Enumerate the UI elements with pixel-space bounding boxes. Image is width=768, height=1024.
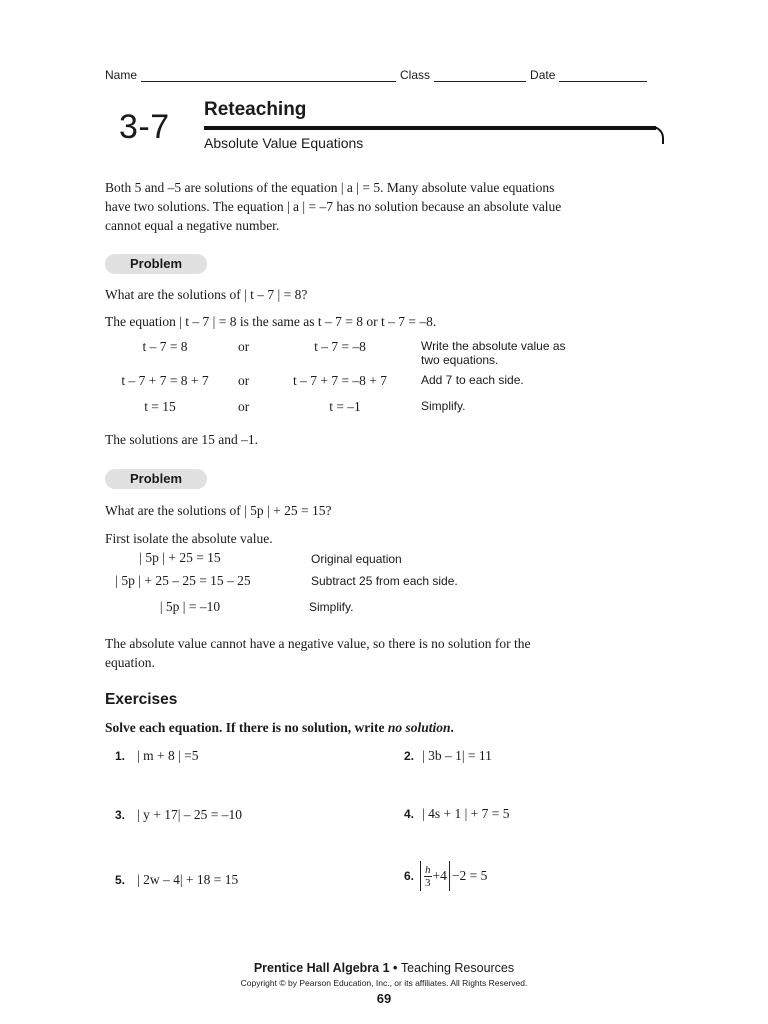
footer-book-title: Prentice Hall Algebra 1 xyxy=(253,961,390,975)
exercise-1-equation: | m + 8 | =5 xyxy=(137,748,199,763)
footer-resource: Teaching Resources xyxy=(400,961,515,975)
p2-step-2-note: Subtract 25 from each side. xyxy=(311,574,458,588)
exercise-6-inside: +4 xyxy=(432,868,447,883)
p1-step-2-right: t – 7 + 7 = –8 + 7 xyxy=(292,373,388,388)
p1-step-2-left: t – 7 + 7 = 8 + 7 xyxy=(121,373,209,388)
footer-copyright: Copyright © by Pearson Education, Inc., or its affiliates. All Rights Reserved. xyxy=(240,978,528,988)
exercise-4 xyxy=(404,805,510,823)
student-info-line xyxy=(105,68,661,82)
problem-1-restatement: The equation | t – 7 | = 8 is the same as t – 7 = 8 or t – 7 = –8. xyxy=(105,314,437,329)
instruction-italic: no solution xyxy=(387,720,451,735)
p1-step-1-or: or xyxy=(238,339,250,354)
instruction-text: Solve each equation. If there is no solution, write xyxy=(105,720,388,735)
intro-paragraph: Both 5 and –5 are solutions of the equation | a | = 5. Many absolute value equations have two solutions. The equation | a | = –7 has no solution because an absolute value cannot equal a negative number. xyxy=(105,180,562,233)
footer-bullet: • xyxy=(389,961,401,975)
exercise-4-equation: | 4s + 1 | + 7 = 5 xyxy=(422,806,510,821)
class-label: Class xyxy=(400,68,431,82)
exercise-5 xyxy=(115,871,238,889)
p1-step-3-left: t = 15 xyxy=(144,399,176,414)
problem-1-conclusion: The solutions are 15 and –1. xyxy=(105,432,258,447)
exercise-2-number: 2. xyxy=(404,749,415,763)
exercises-instruction xyxy=(105,720,454,736)
p1-step-1-right: t – 7 = –8 xyxy=(314,339,366,354)
p2-step-3-eq: | 5p | = –10 xyxy=(159,599,221,614)
p1-step-3-right: t = –1 xyxy=(329,399,361,414)
page-number: 69 xyxy=(376,991,392,1006)
exercise-3-equation: | y + 17| – 25 = –10 xyxy=(137,807,243,822)
p1-step-2-or: or xyxy=(238,373,250,388)
p2-step-2-eq: | 5p | + 25 – 25 = 15 – 25 xyxy=(115,573,251,588)
class-blank[interactable] xyxy=(434,69,526,82)
p1-step-1-note: Write the absolute value as two equations. xyxy=(421,339,566,367)
exercise-6 xyxy=(404,861,487,891)
name-blank[interactable] xyxy=(141,69,396,82)
lesson-subtitle: Absolute Value Equations xyxy=(204,135,364,151)
problem-2-badge: Problem xyxy=(105,469,207,489)
exercises-heading: Exercises xyxy=(105,691,178,708)
lesson-number: 3-7 xyxy=(119,108,170,146)
exercise-3-number: 3. xyxy=(115,808,126,822)
p1-step-3-note: Simplify. xyxy=(421,399,466,413)
exercise-5-number: 5. xyxy=(115,873,126,887)
p2-step-1-note: Original equation xyxy=(311,552,402,566)
fraction-numerator: h xyxy=(425,863,431,876)
exercise-2-equation: | 3b – 1| = 11 xyxy=(422,748,492,763)
exercise-6-outside: −2 = 5 xyxy=(451,868,488,883)
lesson-title: Reteaching xyxy=(204,99,307,120)
p2-step-1-eq: | 5p | + 25 = 15 xyxy=(139,550,221,565)
date-label: Date xyxy=(530,68,556,82)
exercise-6-fraction xyxy=(424,864,432,889)
problem-2-lead: First isolate the absolute value. xyxy=(105,531,273,546)
exercise-1 xyxy=(115,747,199,765)
problem-2-conclusion: The absolute value cannot have a negative value, so there is no solution for the equation. xyxy=(105,636,531,670)
p1-step-3-or: or xyxy=(238,399,250,414)
exercise-1-number: 1. xyxy=(115,749,126,763)
name-label: Name xyxy=(105,68,138,82)
p2-step-3-note: Simplify. xyxy=(309,600,354,614)
fraction-denominator: 3 xyxy=(425,876,431,889)
abs-bar-right xyxy=(449,861,450,891)
date-blank[interactable] xyxy=(559,69,647,82)
exercise-6-number: 6. xyxy=(404,869,415,883)
title-rule-hook xyxy=(648,126,664,144)
exercise-2 xyxy=(404,747,492,765)
title-rule xyxy=(204,126,656,130)
footer-credit xyxy=(0,961,768,975)
exercise-4-number: 4. xyxy=(404,807,415,821)
p1-step-2-note: Add 7 to each side. xyxy=(421,373,524,387)
problem-2-question: What are the solutions of | 5p | + 25 = 15? xyxy=(105,503,332,518)
problem-1-question: What are the solutions of | t – 7 | = 8? xyxy=(105,287,308,302)
p1-step-1-left: t – 7 = 8 xyxy=(142,339,188,354)
instruction-end: . xyxy=(450,720,454,735)
exercise-3 xyxy=(115,806,242,824)
abs-bar-left xyxy=(420,861,421,891)
exercise-5-equation: | 2w – 4| + 18 = 15 xyxy=(137,872,239,887)
problem-1-badge: Problem xyxy=(105,254,207,274)
